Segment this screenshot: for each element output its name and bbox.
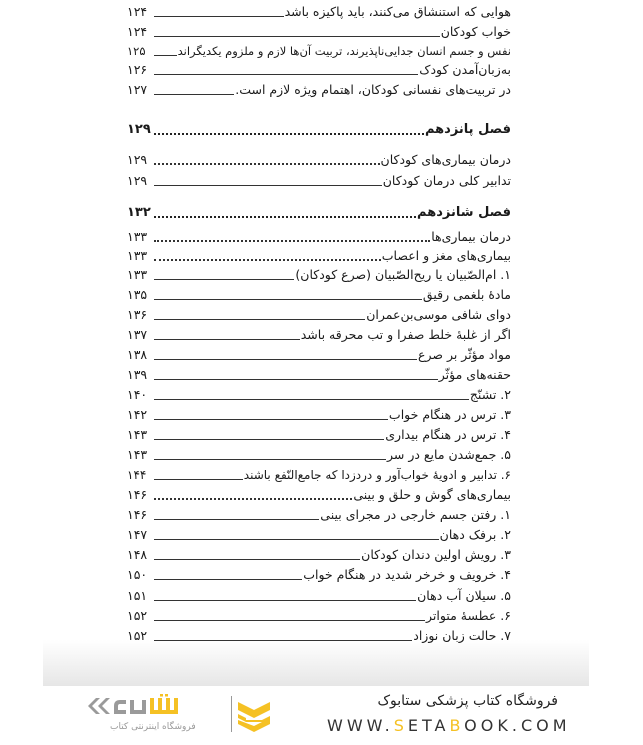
toc-entry-title: ۴. خرویف و خرخر شدید در هنگام خواب	[303, 567, 511, 582]
toc-entry-title: ۴. ترس در هنگام بیداری	[385, 427, 511, 442]
toc-entry-page: ۱۵۲	[127, 628, 148, 643]
url-part-highlight: B	[449, 716, 465, 735]
url-part: WWW.	[327, 716, 394, 735]
toc-entry-title: خواب کودکان	[440, 24, 511, 39]
dot-leader	[154, 339, 300, 340]
toc-entry-title: حقنه‌های مؤثّر	[438, 367, 511, 382]
toc-entry-title: دوای شافی موسی‌بن‌عمران	[366, 307, 511, 322]
toc-entry	[127, 526, 511, 544]
toc-entry	[127, 228, 511, 246]
dot-leader	[154, 419, 388, 420]
dot-leader	[154, 498, 352, 500]
toc-entry-title: مادهٔ بلغمی رقیق	[422, 287, 511, 302]
dot-leader	[154, 299, 422, 300]
logo-divider	[231, 696, 232, 732]
dot-leader	[154, 479, 243, 480]
toc-entry	[127, 406, 511, 424]
toc-entry-page: ۱۳۳	[127, 248, 148, 263]
dot-leader	[154, 640, 412, 641]
dot-leader	[154, 163, 380, 165]
store-name: فروشگاه کتاب پزشکی ستابوک	[377, 693, 558, 709]
toc-entry-page: ۱۳۶	[127, 307, 148, 322]
dot-leader	[154, 94, 234, 95]
setabook-logo[interactable]	[86, 694, 266, 736]
toc-entry-title: فصل شانزدهم	[417, 205, 511, 220]
toc-chapter-heading	[127, 204, 511, 222]
toc-entry	[127, 607, 511, 625]
toc-entry-title: درمان بیماری‌ها	[431, 229, 511, 244]
toc-entry-title: ۱. ام‌الصّبیان یا ریح‌الصّبیان (صرع کودکان)	[295, 267, 511, 282]
dot-leader	[154, 579, 302, 580]
toc-entry-page: ۱۲۹	[127, 152, 148, 167]
toc-entry-page: ۱۴۲	[127, 407, 148, 422]
toc-entry	[127, 426, 511, 444]
dot-leader	[154, 379, 438, 380]
toc-entry-page: ۱۵۱	[127, 588, 148, 603]
toc-entry-page: ۱۴۶	[127, 507, 148, 522]
toc-entry	[127, 627, 511, 645]
toc-entry-title: ۲. برفک دهان	[439, 527, 511, 542]
toc-entry	[127, 587, 511, 605]
dot-leader	[154, 620, 425, 621]
dot-leader	[154, 133, 424, 135]
toc-entry	[127, 366, 511, 384]
toc-entry-title: فصل پانزدهم	[424, 122, 511, 137]
toc-entry	[127, 446, 511, 464]
toc-entry	[127, 247, 511, 265]
toc-entry-title: اگر از غلبهٔ خلط صفرا و تب محرقه باشد	[300, 327, 511, 342]
toc-entry-page: ۱۳۹	[127, 367, 148, 382]
toc-entry-page: ۱۲۴	[127, 24, 148, 39]
toc-entry-page: ۱۴۴	[127, 468, 147, 482]
logo-wordmark-icon	[86, 694, 196, 718]
toc-entry	[127, 42, 511, 60]
dot-leader	[154, 399, 469, 400]
dot-leader	[154, 439, 384, 440]
toc-entry-page: ۱۲۹	[127, 173, 148, 188]
dot-leader	[154, 240, 430, 242]
dot-leader	[154, 36, 440, 37]
dot-leader	[154, 559, 360, 560]
toc-entry-title: ۵. جمع‌شدن مایع در سر	[386, 447, 511, 462]
toc-entry-page: ۱۵۰	[127, 567, 148, 582]
toc-entry	[127, 266, 511, 284]
toc-entry	[127, 346, 511, 364]
toc-entry	[127, 546, 511, 564]
toc-entry	[127, 386, 511, 404]
toc-entry	[127, 81, 511, 99]
toc-entry	[127, 23, 511, 41]
toc-entry	[127, 172, 511, 190]
dot-leader	[154, 185, 382, 186]
dot-leader	[154, 459, 386, 460]
toc-entry-title: هوایی که استنشاق می‌کنند، باید پاکیزه باشد	[284, 4, 511, 19]
dot-leader	[154, 359, 417, 360]
toc-entry-title: بیماری‌های مغز و اعصاب	[381, 248, 511, 263]
url-part: OOK.COM	[464, 716, 571, 735]
toc-entry-title: در تربیت‌های نفسانی کودکان، اهتمام ویژه لازم است.	[235, 82, 511, 97]
toc-entry	[127, 566, 511, 584]
toc-entry	[127, 326, 511, 344]
toc-entry-title: ۶. عطسهٔ متواتر	[426, 608, 511, 623]
toc-entry-page: ۱۲۷	[127, 82, 148, 97]
toc-entry-page: ۱۴۸	[127, 547, 148, 562]
dot-leader	[154, 600, 416, 601]
toc-entry	[127, 61, 511, 79]
toc-entry-title: تدابیر کلی درمان کودکان	[382, 173, 511, 188]
toc-entry-page: ۱۳۳	[127, 267, 148, 282]
toc-entry-page: ۱۵۲	[127, 608, 148, 623]
dot-leader	[154, 74, 418, 75]
toc-entry-page: ۱۴۶	[127, 487, 148, 502]
toc-entry-title: ۲. تشنّج	[469, 387, 511, 402]
toc-entry-title: ۶. تدابیر و ادویهٔ خواب‌آور و دردزدا که جامع‌النّفع باشند	[243, 468, 511, 482]
toc-entry-title: مواد مؤثّر بر صرع	[418, 347, 511, 362]
toc-entry-page: ۱۲۴	[127, 4, 148, 19]
toc-entry	[127, 506, 511, 524]
toc-entry-page: ۱۴۰	[127, 387, 148, 402]
toc-entry	[127, 286, 511, 304]
toc-entry-title: درمان بیماری‌های کودکان	[380, 152, 511, 167]
dot-leader	[154, 259, 381, 261]
toc-entry-title: ۷. حالت زبان نوزاد	[413, 628, 511, 643]
toc-entry-page: ۱۳۸	[127, 347, 148, 362]
toc-entry-title: بیماری‌های گوش و حلق و بینی	[353, 487, 511, 502]
toc-entry-title: ۳. رویش اولین دندان کودکان	[361, 547, 511, 562]
toc-entry	[127, 486, 511, 504]
toc-entry-title: ۳. ترس در هنگام خواب	[388, 407, 511, 422]
dot-leader	[154, 279, 294, 280]
toc-entry-page: ۱۴۷	[127, 527, 148, 542]
toc-entry-title: ۱. رفتن جسم خارجی در مجرای بینی	[320, 507, 511, 522]
dot-leader	[154, 519, 319, 520]
store-url-link[interactable]	[327, 716, 571, 735]
toc-entry-page: ۱۲۶	[127, 62, 148, 77]
dot-leader	[154, 319, 365, 320]
toc-entry-title: به‌زبان‌آمدن کودک	[419, 62, 511, 77]
toc-chapter-heading	[127, 121, 511, 139]
toc-entry-page: ۱۲۵	[127, 44, 146, 58]
toc-entry-title: نفس و جسم انسان جدایی‌ناپذیرند، تربیت آن‌ها لازم و ملزوم یکدیگراند	[177, 44, 511, 58]
toc-entry-title: ۵. سیلان آب دهان	[417, 588, 511, 603]
toc-entry-page: ۱۴۳	[127, 427, 148, 442]
toc-entry-page: ۱۴۳	[127, 447, 148, 462]
toc-entry	[127, 306, 511, 324]
toc-entry	[127, 151, 511, 169]
toc-entry-page: ۱۲۹	[127, 122, 151, 137]
toc-entry-page: ۱۳۳	[127, 229, 148, 244]
dot-leader	[154, 539, 439, 540]
logo-subtitle: فروشگاه اینترنتی کتاب	[110, 722, 196, 732]
url-part-highlight: S	[393, 716, 408, 735]
dot-leader	[154, 16, 284, 17]
setabook-chevron-mark-icon	[238, 698, 270, 732]
dot-leader	[154, 216, 416, 218]
dot-leader	[154, 55, 177, 56]
toc-entry-page: ۱۳۵	[127, 287, 148, 302]
toc-entry-page: ۱۳۷	[127, 327, 148, 342]
toc-entry-page: ۱۳۲	[127, 205, 151, 220]
toc-entry	[127, 466, 511, 484]
url-part: ETA	[407, 716, 450, 735]
toc-entry	[127, 3, 511, 21]
